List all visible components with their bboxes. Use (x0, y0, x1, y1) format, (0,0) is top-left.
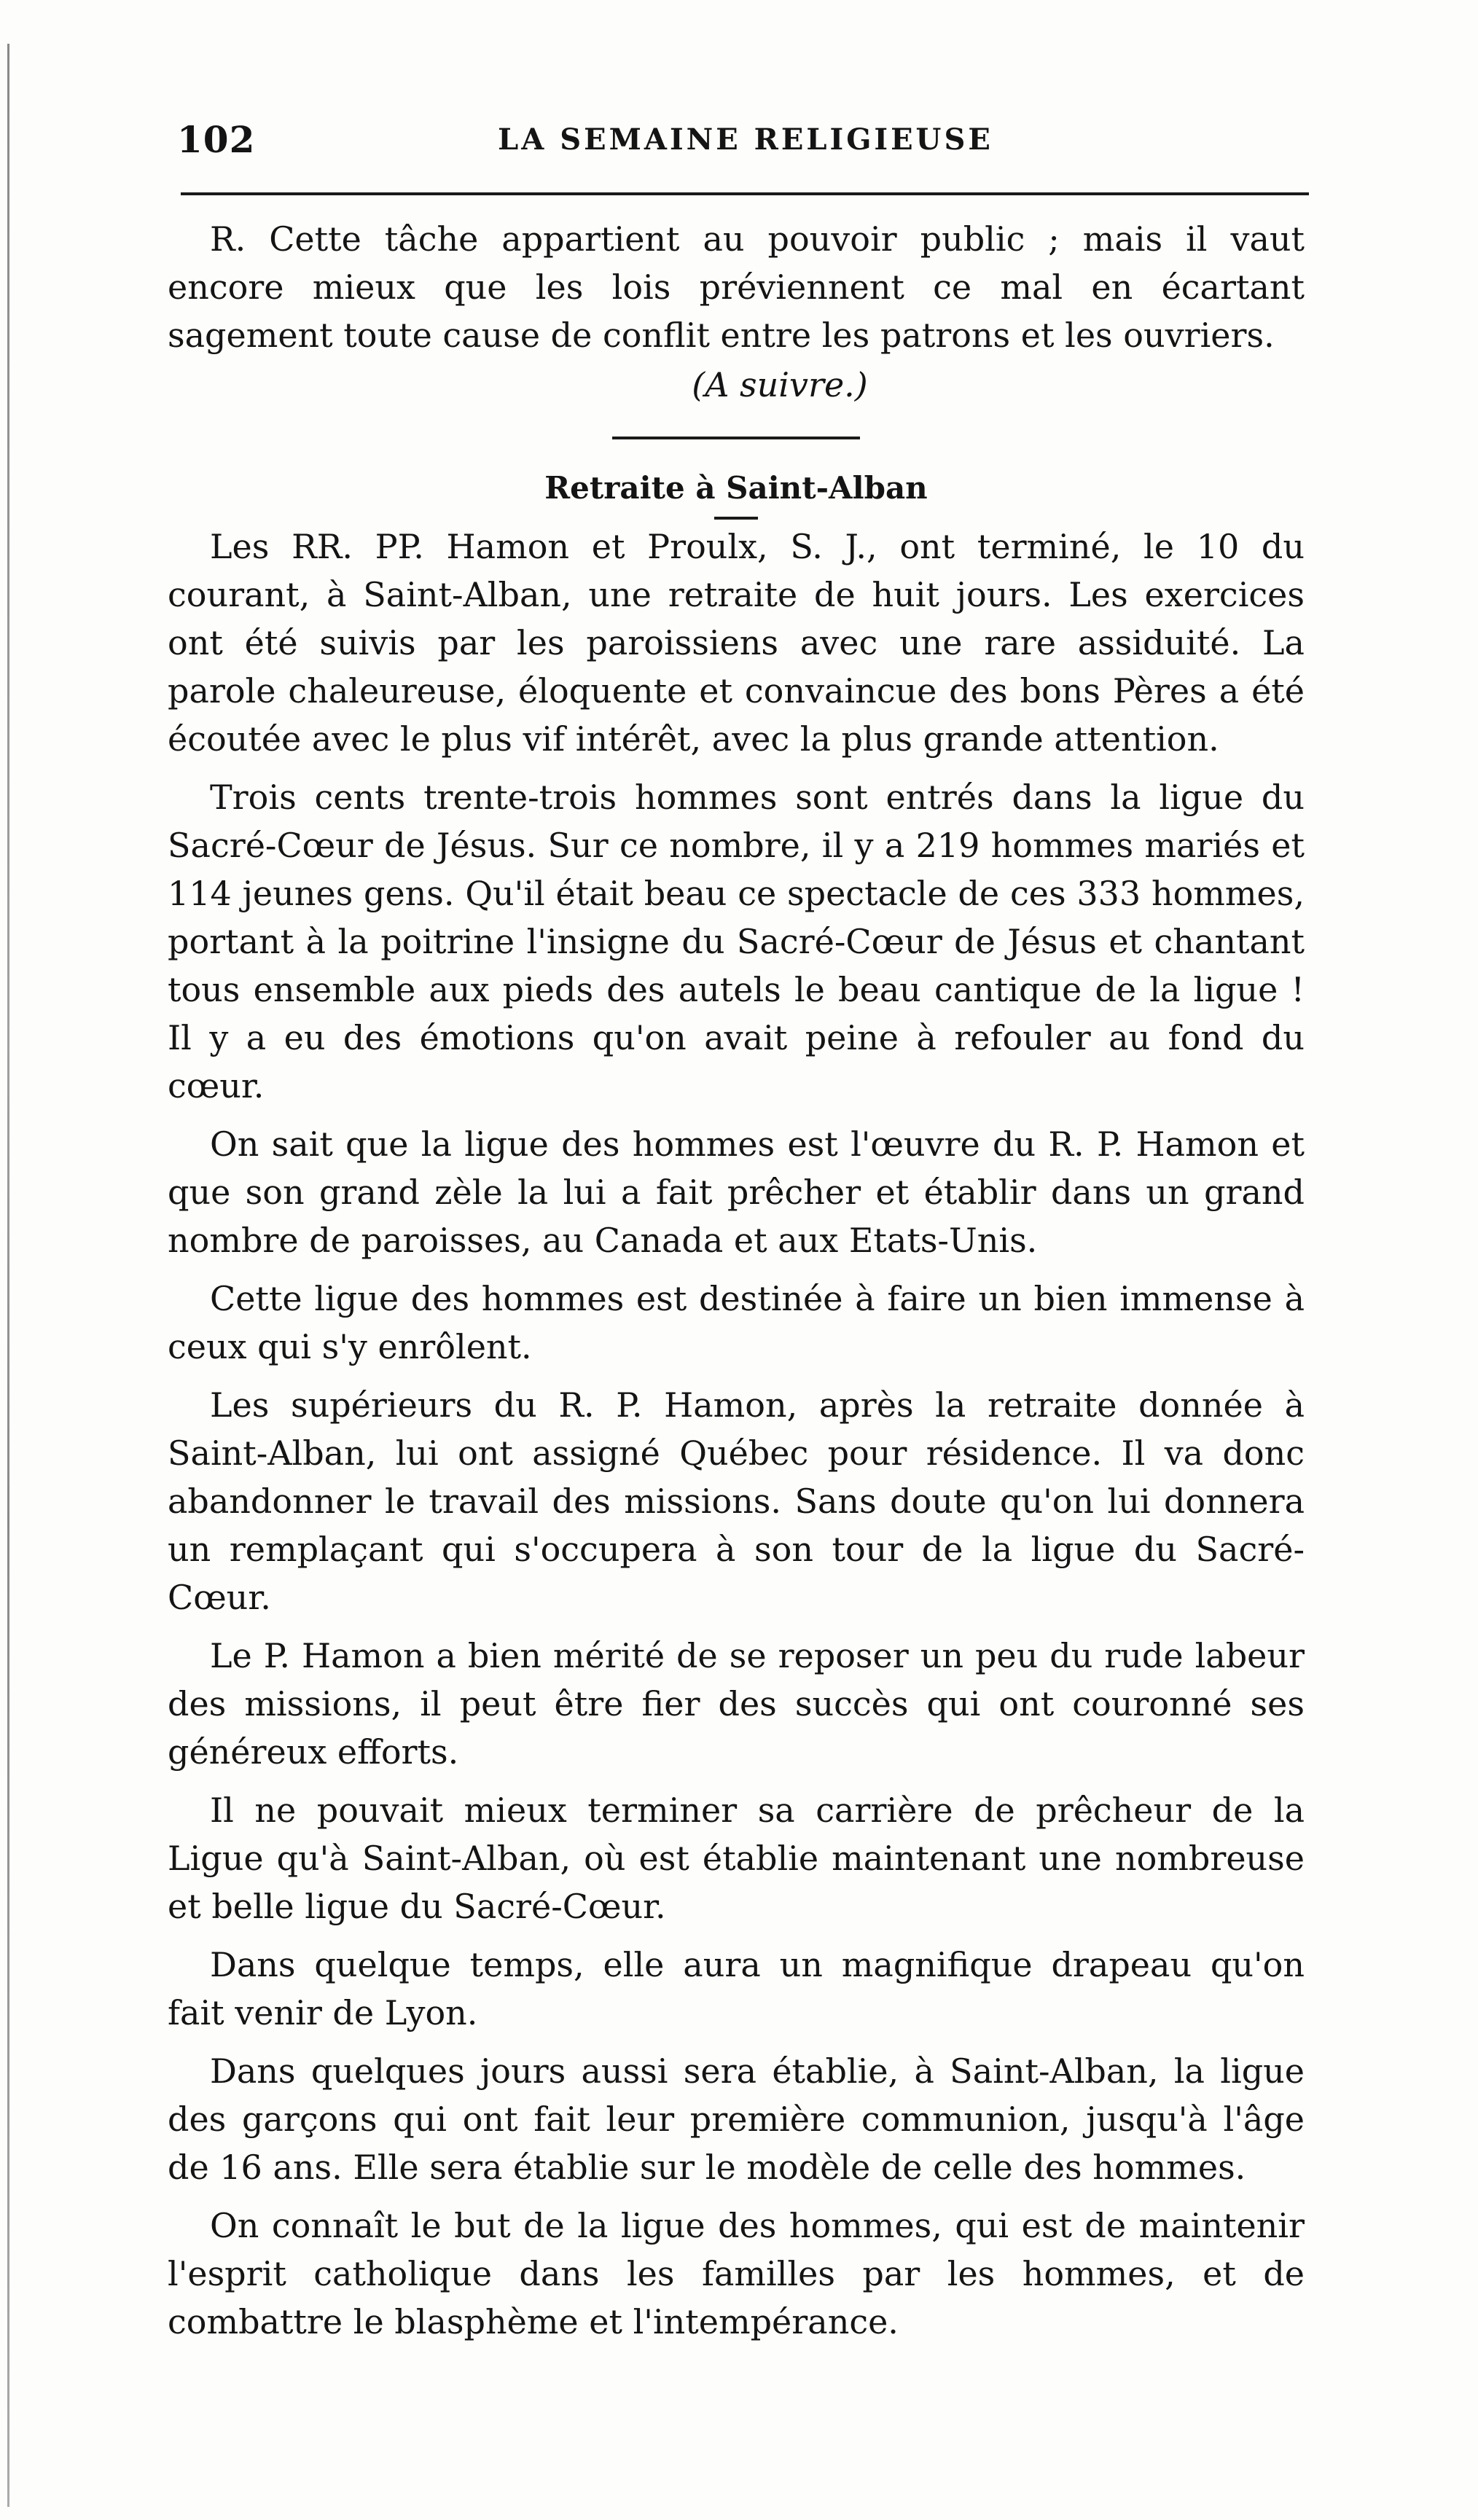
paragraph: Les supérieurs du R. P. Hamon, après la retraite donnée à Saint-Alban, lui ont assigné Québec pour résidence. Il va donc abandonner le travail des missions. Sans doute qu'on lui donnera un remplaçant qui s'occupera à son tour de la ligue du Sacré-Cœur. (168, 1385, 1305, 1617)
paragraph: Trois cents trente-trois hommes sont entrés dans la ligue du Sacré-Cœur de Jésus. Sur ce nombre, il y a 219 hommes mariés et 114 jeunes gens. Qu'il était beau ce spectacle de ces 333 hommes, portant à la poitrine l'insigne du Sacré-Cœur de Jésus et chantant tous ensemble aux pieds des autels le beau cantique de la ligue ! Il y a eu des émotions qu'on avait peine à refouler au fond du cœur. (168, 778, 1305, 1106)
paragraph: Les RR. PP. Hamon et Proulx, S. J., ont terminé, le 10 du courant, à Saint-Alban, une retraite de huit jours. Les exercices ont été suivis par les paroissiens avec une rare assiduité. La parole chaleureuse, éloquente et convaincue des bons Pères a été écoutée avec le plus vif intérêt, avec la plus grande attention. (168, 527, 1305, 759)
paragraph: Dans quelques jours aussi sera établie, à Saint-Alban, la ligue des garçons qui ont fait leur première communion, jusqu'à l'âge de 16 ans. Elle sera établie sur le modèle de celle des hommes. (168, 2051, 1305, 2187)
title-dash (714, 517, 758, 520)
section-title: Retraite à Saint-Alban (544, 470, 928, 506)
to-be-continued: (A suivre.) (692, 365, 868, 404)
intro-paragraph: R. Cette tâche appartient au pouvoir public ; mais il vaut encore mieux que les lois préviennent ce mal en écartant sagement toute cause de conflit entre les patrons et les ouvriers. (168, 219, 1305, 355)
page-header (177, 118, 1314, 169)
section-divider (612, 437, 860, 439)
running-title: LA SEMAINE RELIGIEUSE (498, 122, 993, 157)
paragraph: Dans quelque temps, elle aura un magnifique drapeau qu'on fait venir de Lyon. (168, 1945, 1305, 2032)
page-body (168, 215, 1305, 2356)
paragraph: Le P. Hamon a bien mérité de se reposer un peu du rude labeur des missions, il peut être fier des succès qui ont couronné ses généreux efforts. (168, 1636, 1305, 1772)
header-rule (181, 192, 1309, 195)
paragraph: Cette ligue des hommes est destinée à faire un bien immense à ceux qui s'y enrôlent. (168, 1279, 1305, 1366)
paragraph: Il ne pouvait mieux terminer sa carrière de prêcheur de la Ligue qu'à Saint-Alban, où est établie maintenant une nombreuse et belle ligue du Sacré-Cœur. (168, 1791, 1305, 1926)
paragraph: On connaît le but de la ligue des hommes, qui est de maintenir l'esprit catholique dans les familles par les hommes, et de combattre le blasphème et l'intempérance. (168, 2206, 1305, 2341)
paragraph: On sait que la ligue des hommes est l'œuvre du R. P. Hamon et que son grand zèle la lui a fait prêcher et établir dans un grand nombre de paroisses, au Canada et aux Etats-Unis. (168, 1124, 1305, 1260)
page-edge-shadow (7, 44, 9, 2507)
page-number: 102 (177, 118, 256, 161)
